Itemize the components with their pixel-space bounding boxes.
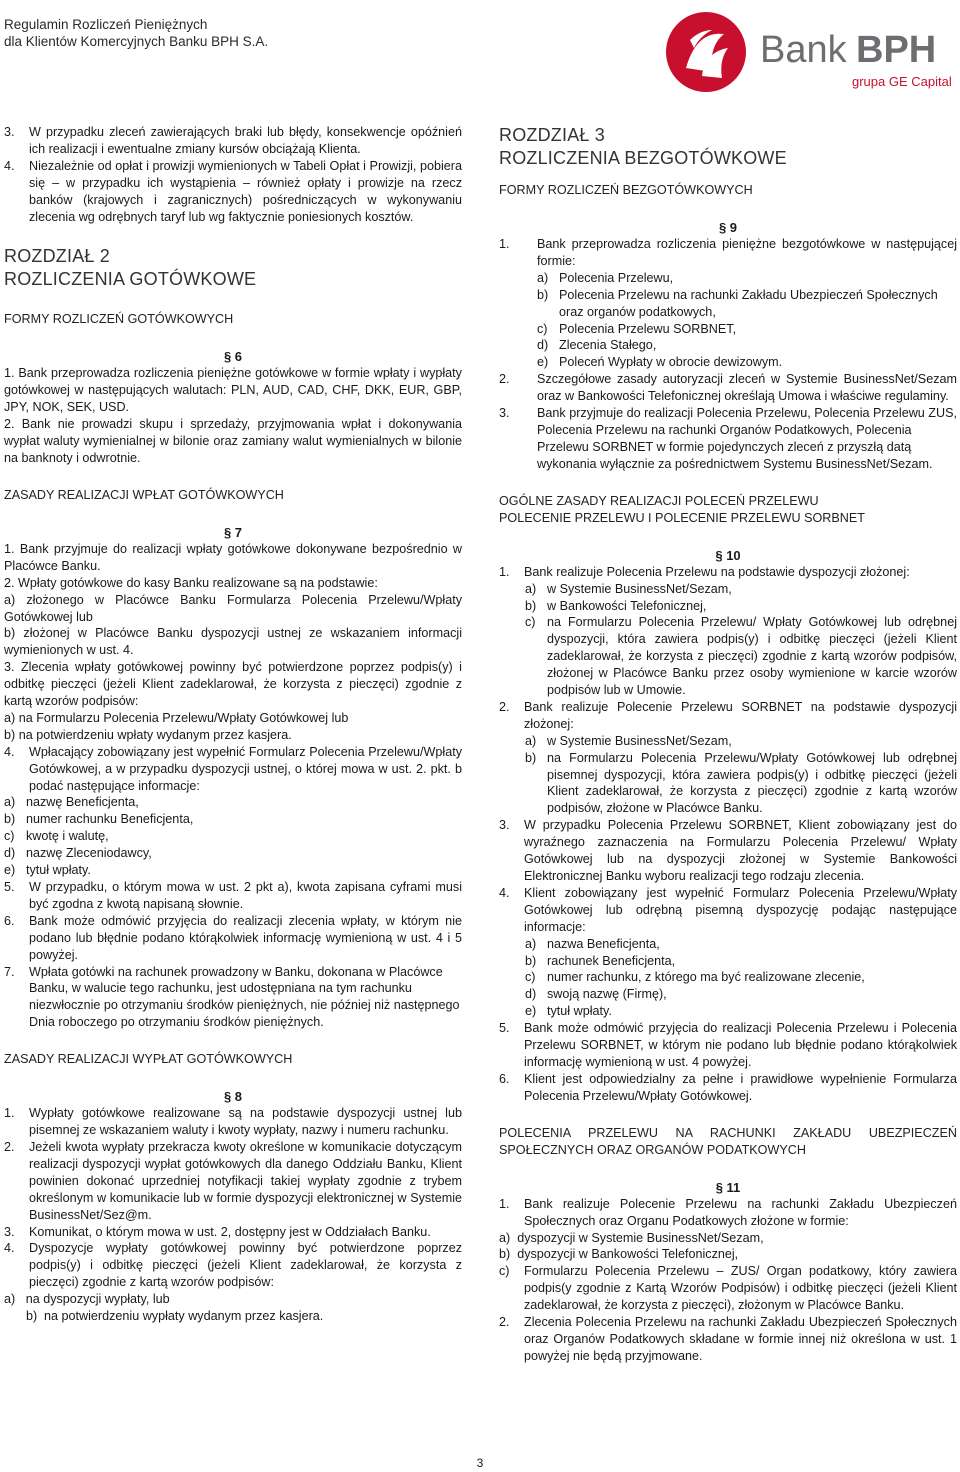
list-item: b) numer rachunku Beneficjenta, (4, 812, 194, 827)
list-item: 1. Wypłaty gotówkowe realizowane są na podstawie dyspozycji ustnej lub pisemnej ze wskazaniem waluty i kwoty wypłaty, nazwy i numeru rachunku. (4, 1106, 462, 1138)
svg-text:grupa GE Capital: grupa GE Capital (852, 74, 952, 89)
paragraph-number: § 8 (223, 1089, 243, 1105)
list-item: 6. Bank może odmówić przyjęcia do realizacji zlecenia wpłaty, w którym nie podano lub błędnie podano którąkolwiek informację wymienioną w ust. 4 i 5 powyżej. (4, 913, 462, 962)
list-item: a) Polecenia Przelewu, (537, 270, 674, 285)
list-item: e) tytuł wpłaty. (4, 863, 91, 878)
list-item: 3. W przypadku zleceń zawierających braki lub błędy, konsekwencje opóźnień ich realizacji i ewentualne zmiany kursów obciążają Klienta. (4, 125, 462, 156)
list-item: a) nazwę Beneficjenta, (4, 795, 139, 810)
list-item: a) złożonego w Placówce Banku Formularza Polecenia Przelewu/Wpłaty Gotówkowej lub (4, 592, 462, 624)
header-subtitle: dla Klientów Komercyjnych Banku BPH S.A. (4, 34, 269, 49)
paragraph-number: § 7 (223, 524, 243, 540)
section-heading: OGÓLNE ZASADY REALIZACJI POLECEŃ PRZELEWU POLECENIE PRZELEWU I POLECENIE PRZELEWU SORBNET (499, 493, 865, 525)
bank-bph-logo (664, 10, 956, 94)
paragraph-number: § 9 (718, 220, 738, 235)
header-title: Regulamin Rozliczeń Pieniężnych (4, 17, 208, 32)
document-header (4, 16, 268, 50)
list-item: b) rachunek Beneficjenta, (525, 953, 676, 968)
right-column (499, 124, 957, 1365)
left-column (4, 124, 462, 1325)
list-item: 5. W przypadku, o którym mowa w ust. 2 pkt a), kwota zapisana cyframi musi być zgodna z kwotą napisaną słownie. (4, 880, 462, 911)
list-item: 2. Szczegółowe zasady autoryzacji zleceń w Systemie BusinessNet/Sezam oraz w Bankowości Telefonicznej określają Umowa i właściwe regulaminy. (499, 372, 957, 404)
list-item: c) Polecenia Przelewu SORBNET, (537, 321, 737, 336)
list-item: 5. Bank może odmówić przyjęcia do realizacji Polecenia Przelewu i Polecenia Przelewu SORBNET, w którym nie podano lub błędnie podano którąkolwiek informację wymienioną w ust. 4 powyżej. (499, 1021, 957, 1069)
list-item: 4. Niezależnie od opłat i prowizji wymienionych w Tabeli Opłat i Prowizji, pobiera się – w przypadku ich wystąpienia – również opłaty i prowizje na rzecz banków (krajowych i zagranicznych) pośredniczących w wykonywaniu zlecenia wg odrębnych taryf lub wg faktycznie poniesionych kosztów. (4, 158, 462, 224)
list-item: 1. Bank realizuje Polecenie Przelewu na rachunki Zakładu Ubezpieczeń Społecznych oraz Organu Podatkowych złożone w formie: (499, 1196, 957, 1228)
chapter-heading: ROZDZIAŁ 3 ROZLICZENIA BEZGOTÓWKOWE (499, 125, 787, 168)
list-item: a) w Systemie BusinessNet/Sezam, (525, 733, 732, 748)
list-item: 2. Bank nie prowadzi skupu i sprzedaży, przyjmowania wpłat i dokonywania wypłat waluty wymienialnej w bilonie oraz zamiany walut wymienialnych w bilonie na banknoty i odwrotnie. (4, 417, 462, 465)
list-item: b) na potwierdzeniu wypłaty wydanym przez kasjera. (26, 1309, 324, 1324)
svg-text:Bank: Bank (760, 29, 847, 71)
list-item: 6. Klient jest odpowiedzialny za pełne i prawidłowe wypełnienie Formularza Polecenia Przelewu/Wpłaty Gotówkowej. (499, 1071, 957, 1103)
list-item: c) numer rachunku, z którego ma być realizowane zlecenie, (525, 970, 865, 985)
list-item: b) na potwierdzeniu wpłaty wydanym przez kasjera. (4, 727, 292, 742)
list-item: 1. Bank przeprowadza rozliczenia pieniężne gotówkowe w formie wpłaty i wypłaty gotówkowej w następujących walutach: PLN, AUD, CAD, CHF, DKK, EUR, GBP, JPY, NOK, SEK, USD. (4, 366, 462, 415)
list-item: c) kwotę i walutę, (4, 829, 109, 844)
list-item: b) Polecenia Przelewu na rachunki Zakładu Ubezpieczeń Społecznych oraz organów podatkowych, (537, 287, 938, 319)
list-item: 1. Bank realizuje Polecenia Przelewu na podstawie dyspozycji złożonej: (499, 564, 910, 579)
section-heading: ZASADY REALIZACJI WYPŁAT GOTÓWKOWYCH (4, 1052, 293, 1067)
list-item: d) nazwę Zleceniodawcy, (4, 846, 152, 861)
list-item: b) w Bankowości Telefonicznej, (525, 598, 707, 613)
list-item: 2. Bank realizuje Polecenie Przelewu SORBNET na podstawie dyspozycji złożonej: (499, 699, 957, 731)
paragraph-number: § 10 (715, 547, 741, 563)
list-item: 2. Jeżeli kwota wypłaty przekracza kwoty określone w komunikacie dotyczącym realizacji dyspozycji wypłat gotówkowych dla danego Oddziału Banku, Klient powinien dokonać uprzedniej notyfikacji takiej wypłaty zgodnie z trybem określonym w komunikacie lub w formie dyspozycji elektronicznej w Systemie BusinessNet/Sez@m. (4, 1139, 462, 1222)
list-item: 1. Bank przeprowadza rozliczenia pieniężne bezgotówkowe w następującej formie: (499, 237, 957, 268)
list-item: c) na Formularzu Polecenia Przelewu/ Wpłaty Gotówkowej lub odrębnej dyspozycji, która zawiera podpis(y) i odbitkę pieczęci (jeżeli Klient zadeklarował, że korzysta z pieczęci) zgodnie z kartą wzorów podpisów, złożonej w Placówce Banku przez osoby wymienione w karcie wzorów podpisów lub w Umowie. (525, 615, 957, 698)
list-item: a) na Formularzu Polecenia Przelewu/Wpłaty Gotówkowej lub (4, 710, 349, 725)
chapter-heading: ROZDZIAŁ 2 ROZLICZENIA GOTÓWKOWE (4, 246, 257, 290)
list-item: 3. Zlecenia wpłaty gotówkowej powinny być potwierdzone poprzez podpis(y) i odbitkę pieczęci (jeżeli Klient zadeklarował, że korzysta z pieczęci) zgodnie z kartą wzorów podpisów: (4, 660, 462, 709)
list-item: b) złożonej w Placówce Banku dyspozycji ustnej ze wskazaniem informacji wymienionych w ust. 4. (4, 626, 462, 658)
list-item: 3. Komunikat, o którym mowa w ust. 2, dostępny jest w Oddziałach Banku. (4, 1224, 431, 1239)
list-item: 3. W przypadku Polecenia Przelewu SORBNET, Klient zobowiązany jest do wyraźnego zaznaczenia na Formularzu Polecenia Przelewu/ Wpłaty Gotówkowej lub na dyspozycji złożonej w Systemie Bankowości Elektronicznej Banku wyboru realizacji tego rodzaju zlecenia. (499, 818, 957, 883)
list-item: 4. Dyspozycje wypłaty gotówkowej powinny być potwierdzone poprzez podpis(y) i odbitkę pieczęci (jeżeli Klient zadeklarował, że korzysta z pieczęci) zgodnie z kartą wzorów podpisów: (4, 1241, 462, 1290)
list-item: e) Poleceń Wypłaty w obrocie dewizowym. (537, 355, 783, 370)
svg-text:BPH: BPH (856, 29, 937, 71)
list-item: a) w Systemie BusinessNet/Sezam, (525, 581, 732, 596)
list-item: 4. Klient zobowiązany jest wypełnić Formularz Polecenia Przelewu/Wpłaty Gotówkowej lub odrębną pisemną dyspozycję podając następujące informacje: (499, 885, 957, 934)
section-heading: POLECENIA PRZELEWU NA RACHUNKI ZAKŁADU UBEZPIECZEŃ SPOŁECZNYCH ORAZ ORGANÓW PODATKOWYCH (499, 1125, 957, 1157)
list-item: a) dyspozycji w Systemie BusinessNet/Sezam, (499, 1230, 764, 1245)
section-heading: ZASADY REALIZACJI WPŁAT GOTÓWKOWYCH (4, 487, 284, 502)
list-item: d) swoją nazwę (Firmę), (525, 987, 667, 1002)
list-item: a) na dyspozycji wypłaty, lub (4, 1292, 170, 1307)
list-item: b) na Formularzu Polecenia Przelewu/Wpłaty Gotówkowej lub odrębnej pisemnej dyspozycji, która zawiera podpis(y) i odbitkę pieczęci (jeżeli Klient zadeklarował, że korzysta z pieczęci) zgodnie z kartą wzorów podpisów, złożone w Placówce Banku. (525, 750, 957, 816)
page-number: 3 (476, 1456, 484, 1470)
paragraph-number: § 11 (715, 1179, 741, 1195)
section-heading: FORMY ROZLICZEŃ BEZGOTÓWKOWYCH (499, 183, 753, 197)
section-heading: FORMY ROZLICZEŃ GOTÓWKOWYCH (4, 312, 234, 327)
list-item: a) nazwa Beneficjenta, (525, 936, 660, 951)
paragraph-number: § 6 (223, 349, 243, 365)
list-item: 2. Zlecenia Polecenia Przelewu na rachunki Zakładu Ubezpieczeń Społecznych oraz Organów Podatkowych składane w formie innej niż określona w ust. 1 powyżej nie będą przyjmowane. (499, 1315, 957, 1363)
list-item: 3. Bank przyjmuje do realizacji Polecenia Przelewu, Polecenia Przelewu ZUS, Polecenia Przelewu na rachunki Organów Podatkowych, Polecenia Przelewu SORBNET w formie pojedynczych zleceń z przyszłą datą wykonania wyłącznie za pośrednictwem Systemu BusinessNet/Sezam. (499, 406, 957, 471)
list-item: b) dyspozycji w Bankowości Telefonicznej, (499, 1247, 739, 1262)
list-item: e) tytuł wpłaty. (525, 1004, 612, 1019)
list-item: 7. Wpłata gotówki na rachunek prowadzony w Banku, dokonana w Placówce Banku, w walucie tego rachunku, jest udostępniana na tym rachunku niezwłocznie po otrzymaniu środków pieniężnych, nie później niż następnego Dnia roboczego po otrzymaniu środków pieniężnych. (4, 964, 460, 1030)
list-item: d) Zlecenia Stałego, (537, 338, 657, 353)
list-item: c) Formularzu Polecenia Przelewu – ZUS/ Organ podatkowy, który zawiera podpis(y zgodnie z Kartą Wzorów Podpisów) i odbitkę pieczęci (jeżeli Klient zadeklarował, że korzysta z pieczęci), złożonym w Placówce Banku. (499, 1264, 957, 1313)
list-item: 1. Bank przyjmuje do realizacji wpłaty gotówkowe dokonywane bezpośrednio w Placówce Banku. (4, 541, 462, 573)
list-item: 2. Wpłaty gotówkowe do kasy Banku realizowane są na podstawie: (4, 575, 378, 590)
list-item: 4. Wpłacający zobowiązany jest wypełnić Formularz Polecenia Przelewu/Wpłaty Gotówkowej, a w przypadku dyspozycji ustnej, o której mowa w ust. 2. pkt. b podać następujące informacje: (4, 744, 462, 793)
